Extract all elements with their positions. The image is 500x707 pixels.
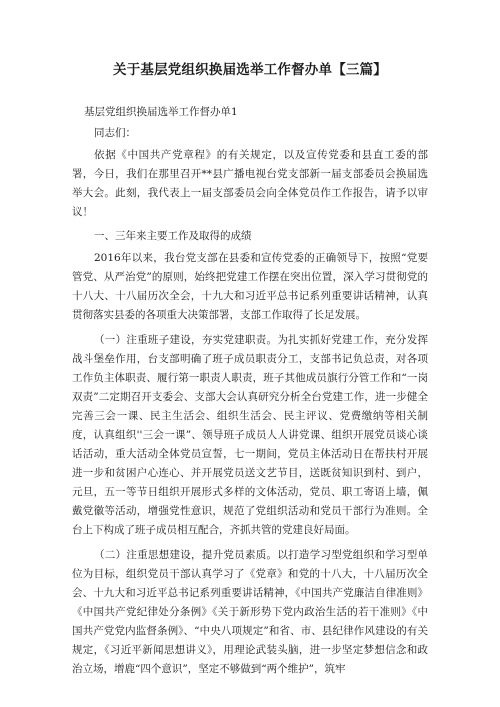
document-title: 关于基层党组织换届选举工作督办单【三篇】 <box>113 62 387 78</box>
paragraph-intro: 依据《中国共产党章程》的有关规定，以及宣传党委和县直工委的部署，今日，我们在那里召开**县广播电视台党支部新一届支部委员会换届选举大会。此刻，我代表上一届支部委员会向全体党员作工作报告，请予以审议！ <box>72 149 428 218</box>
paragraph-overview: 2016年以来，我台党支部在县委和宣传党委的正确领导下，按照“党要管党、从严治党”的原则，始终把党建工作摆在突出位置，深入学习贯彻党的十八大、十八届历次全会，十九大和习近平总书记系列重要讲话精神，认真贯彻落实县委的各项重大决策部署，支部工作取得了长足发展。 <box>72 252 428 321</box>
document-subtitle: 基层党组织换届选举工作督办单1 <box>84 106 238 118</box>
section-heading-1: 一、三年来主要工作及取得的成绩 <box>94 230 252 242</box>
paragraph-team-building: （一）注重班子建设，夯实党建职责。为扎实抓好党建工作，充分发挥战斗堡垒作用，台支部明确了班子成员职责分工，支部书记负总责，对各项工作负主体职责、履行第一职责人职责，班子其他成员旗行分管工作和“一岗双责”二定期召开支委会、支部大会认真研究分析全台党建工作，进一步健全完善三会一课、民主生活会、组织生活会、民主评议、党费缴纳等相关制度，认真组织''三会一课”、领导班子成员人人讲党课、组织开展党员谈心谈话活动，重大活动全体党员宣誓，七一期间，党员主体活动日在帮扶村开展进一步和贫困户心连心、并开展党员送文艺节目，送既贫知识到村、到户，元旦，五一等节日组织开展形式多样的文体活动，党员、职工寄语上墙，佩戴党徽等活动，增强党性意识，规范了党组织活动和党员干部行为准则。全台上下构成了班子成员相互配合，齐抓共管的党建良好局面。 <box>72 334 428 536</box>
greeting: 同志们： <box>94 127 136 139</box>
paragraph-ideological-building: （二）注重思想建设，提升党员素质。以打造学习型党组织和学习型单位为目标，组织党员干部认真学习了《党章》和党的十八大，十八届历次全会、十九大和习近平总书记系列重要讲话精神，《中国共产党廉洁自律准则》《中国共产党纪律处分条例》《关于新形势下党内政治生活的若干准则》《中国共产党党内监督条例》、“中央八项规定”和省、市、县纪律作风建设的有关规定，《习近平新闻思想讲义》，用理论武装头脑，进一步坚定梦想信念和政治立场，增鹿“四个意识”，坚定不够做到“两个维护”，筑牢 <box>72 549 428 675</box>
